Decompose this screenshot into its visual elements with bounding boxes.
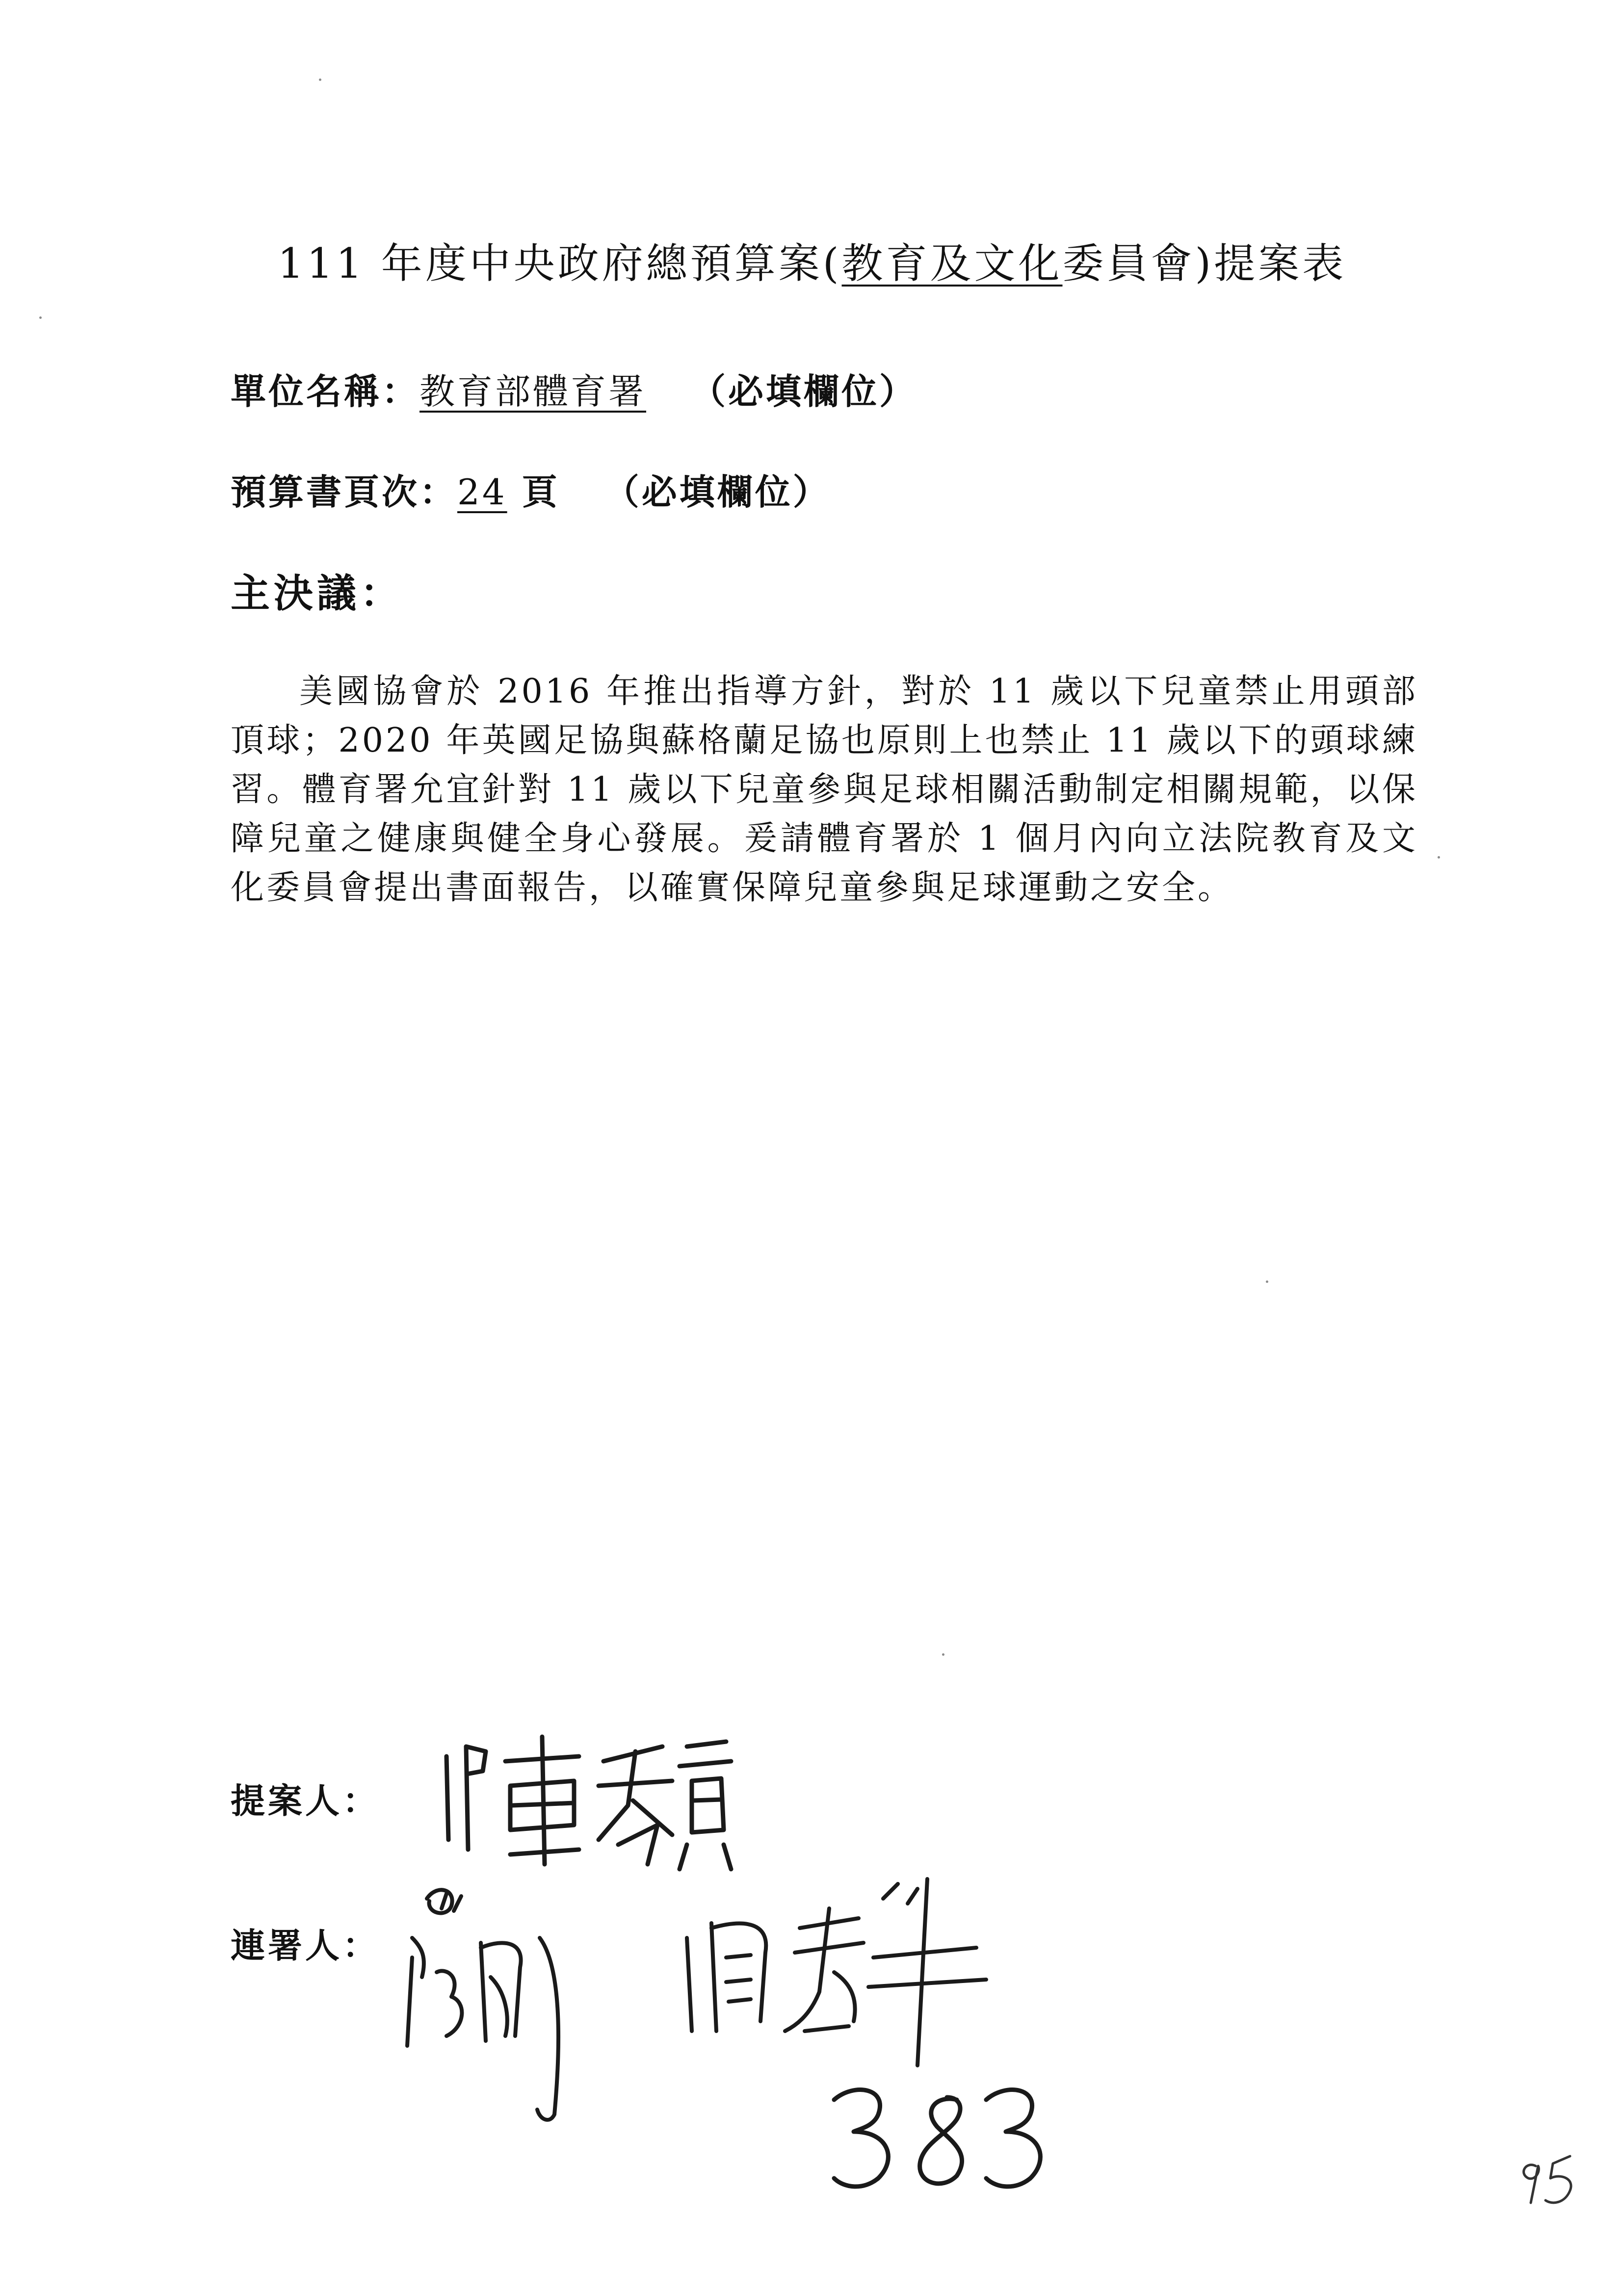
proposer-signature <box>432 1727 736 1874</box>
resolution-heading: 主決議： <box>231 570 403 616</box>
scan-speck <box>942 1653 944 1656</box>
unit-name-label: 單位名稱： <box>231 370 420 412</box>
scan-speck <box>1438 856 1440 859</box>
cosigner-label: 連署人： <box>231 1925 380 1966</box>
budget-page-label: 預算書頁次： <box>231 471 458 513</box>
budget-page-value: 24 <box>457 471 507 513</box>
scan-speck <box>39 316 42 319</box>
scan-speck <box>319 78 321 81</box>
cosigner-signature-1 <box>393 1879 608 2134</box>
title-prefix: 111 年度中央政府總預算案( <box>277 239 842 287</box>
committee-name: 教育及文化 <box>841 239 1063 287</box>
page-title <box>0 231 1624 290</box>
unit-name-field <box>231 363 917 414</box>
resolution-body: 美國協會於 2016 年推出指導方針，對於 11 歲以下兒童禁止用頭部頂球；2020 年英國足協與蘇格蘭足協也原則上也禁止 11 歲以下的頭球練習。體育署允宜針對 11 歲以下兒童參與足球相關活動制定相關規範，以保障兒童之健康與健全身心發展。爰請體育署於 1 個月內向立法院教育及文化委員會提出書面報告，以確實保障兒童參與足球運動之安全。 <box>231 672 1418 907</box>
page-mark <box>1511 2144 1590 2213</box>
budget-page-required-note: （必填欄位） <box>603 471 831 513</box>
scan-speck <box>1266 1280 1268 1283</box>
budget-page-field <box>231 464 831 515</box>
handwritten-number <box>824 2080 1050 2198</box>
cosigner-signature-2 <box>672 1869 996 2075</box>
title-suffix: 委員會)提案表 <box>1062 239 1347 287</box>
unit-required-note: （必填欄位） <box>690 370 917 412</box>
unit-name-value: 教育部體育署 <box>419 371 647 412</box>
proposer-label: 提案人： <box>231 1780 380 1821</box>
budget-page-suffix: 頁 <box>507 471 560 513</box>
